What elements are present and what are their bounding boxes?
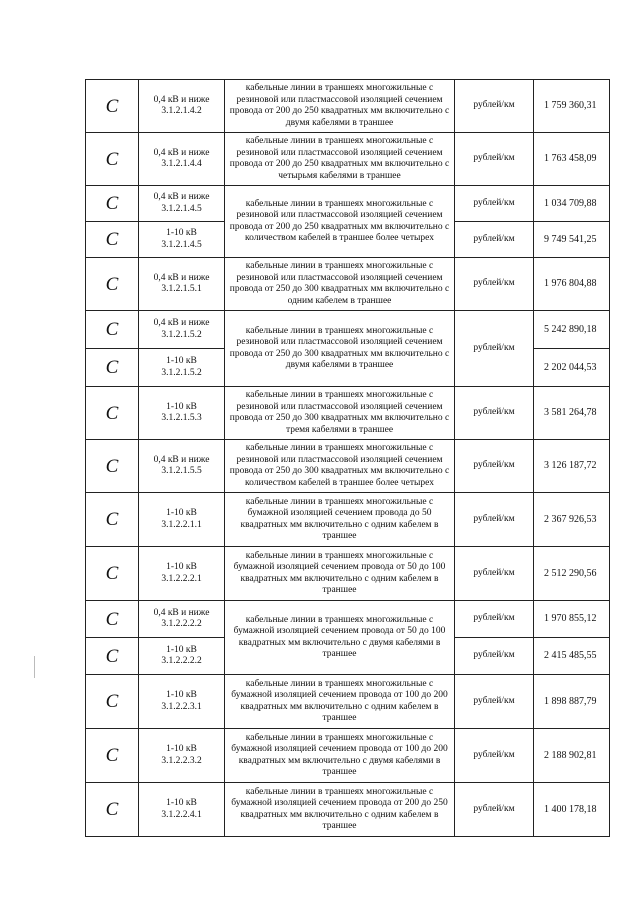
description-line: одним кабелем в траншее: [287, 295, 392, 306]
description-line: кабельные линии в траншеях многожильные с: [245, 198, 434, 209]
rate-symbol: С: [86, 133, 139, 186]
unit-cell: рублей/км: [455, 729, 534, 783]
description-cell: [225, 729, 455, 783]
description-line: кабельные линии в траншеях многожильные с: [245, 550, 434, 561]
description-line: резиновой или пластмассовой изоляцией сечением: [236, 147, 443, 158]
unit-cell: рублей/км: [455, 783, 534, 837]
table-row: [86, 783, 610, 837]
voltage-code-cell: [139, 493, 225, 547]
rate-value: 1 970 855,12: [534, 601, 610, 638]
table-row: [86, 133, 610, 186]
item-code: 3.1.2.2.4.1: [161, 809, 202, 820]
description-line: резиновой или пластмассовой изоляцией сечением: [236, 210, 443, 220]
description-line: траншее: [322, 531, 357, 541]
description-line: кабельные линии в траншеях многожильные с: [245, 390, 434, 400]
unit-cell: рублей/км: [455, 222, 534, 258]
unit-cell: рублей/км: [455, 493, 534, 547]
scan-edge-mark: [34, 656, 35, 678]
description-cell: [225, 493, 455, 547]
voltage-level: 0,4 кВ и ниже: [153, 272, 210, 283]
item-code: 3.1.2.1.4.5: [161, 203, 202, 214]
rate-value: 2 202 044,53: [534, 349, 610, 387]
voltage-level: 0,4 кВ и ниже: [153, 192, 210, 202]
item-code: 3.1.2.2.2.2: [161, 619, 202, 629]
description-line: кабельные линии в траншеях многожильные с: [245, 325, 434, 336]
voltage-code-cell: [139, 258, 225, 311]
table-row: [86, 80, 610, 133]
tariff-table: [85, 79, 610, 837]
voltage-code-cell: [139, 729, 225, 783]
description-line: бумажной изоляцией сечением провода от 50 до 100: [233, 626, 446, 636]
voltage-code-cell: [139, 80, 225, 133]
description-cell: [225, 547, 455, 601]
voltage-code-cell: [139, 311, 225, 349]
rate-value: 2 415 485,55: [534, 638, 610, 675]
unit-cell: рублей/км: [455, 311, 534, 387]
rate-symbol: С: [86, 311, 139, 349]
description-line: кабельные линии в траншеях многожильные с: [245, 614, 434, 625]
description-line: бумажной изоляцией сечением провода от 50 до 100: [233, 562, 446, 572]
item-code: 3.1.2.2.2.2: [161, 656, 202, 666]
item-code: 3.1.2.1.4.4: [161, 159, 202, 169]
unit-cell: рублей/км: [455, 80, 534, 133]
description-line: траншее: [322, 767, 357, 777]
rate-symbol: С: [86, 638, 139, 675]
table-row: [86, 440, 610, 493]
description-line: резиновой или пластмассовой изоляцией сечением: [236, 401, 443, 412]
table-row: [86, 729, 610, 783]
rate-symbol: С: [86, 387, 139, 440]
description-line: четырьмя кабелями в траншее: [278, 170, 401, 181]
description-cell: [225, 80, 455, 133]
item-code: 3.1.2.2.3.1: [161, 701, 202, 712]
voltage-code-cell: [139, 133, 225, 186]
unit-cell: рублей/км: [455, 186, 534, 222]
table-row: [86, 387, 610, 440]
description-line: кабельные линии в траншеях многожильные с: [245, 678, 434, 689]
rate-symbol: С: [86, 80, 139, 133]
table-row: [86, 675, 610, 729]
table-row: [86, 601, 610, 638]
unit-cell: рублей/км: [455, 440, 534, 493]
description-line: провода от 200 до 250 квадратных мм включительно с: [229, 159, 450, 169]
voltage-level: 1-10 кВ: [166, 690, 197, 700]
voltage-level: 0,4 кВ и ниже: [153, 607, 210, 618]
description-line: квадратных мм включительно с двумя кабелями в: [238, 755, 441, 766]
rate-value: 1 034 709,88: [534, 186, 610, 222]
voltage-code-cell: [139, 222, 225, 258]
voltage-level: 0,4 кВ и ниже: [153, 147, 210, 158]
description-line: кабельные линии в траншеях многожильные с: [245, 136, 434, 146]
description-line: резиновой или пластмассовой изоляцией сечением: [236, 454, 443, 465]
item-code: 3.1.2.1.5.3: [161, 413, 202, 423]
rate-value: 9 749 541,25: [534, 222, 610, 258]
description-cell: [225, 675, 455, 729]
description-line: квадратных мм включительно с двумя кабелями в: [238, 637, 441, 648]
voltage-level: 1-10 кВ: [166, 401, 197, 412]
rate-value: 3 581 264,78: [534, 387, 610, 440]
description-line: провода от 200 до 250 квадратных мм включительно с: [229, 106, 450, 116]
description-line: тремя кабелями в траншее: [285, 424, 394, 435]
voltage-code-cell: [139, 440, 225, 493]
rate-value: 2 512 290,56: [534, 547, 610, 601]
rate-symbol: С: [86, 729, 139, 783]
voltage-code-cell: [139, 783, 225, 837]
description-line: двумя кабелями в траншее: [285, 117, 394, 128]
description-line: резиновой или пластмассовой изоляцией сечением: [236, 337, 443, 347]
voltage-level: 0,4 кВ и ниже: [153, 94, 210, 105]
rate-symbol: С: [86, 675, 139, 729]
description-line: провода от 250 до 300 квадратных мм включительно с: [229, 348, 450, 359]
description-line: квадратных мм включительно с одним кабелем в: [240, 519, 439, 530]
description-line: провода от 250 до 300 квадратных мм включительно с: [229, 466, 450, 476]
description-line: бумажной изоляцией сечением провода до 50: [247, 508, 432, 518]
voltage-code-cell: [139, 387, 225, 440]
description-line: количеством кабелей в траншее более четырех: [244, 233, 435, 243]
description-line: провода от 250 до 300 квадратных мм включительно с: [229, 413, 450, 423]
description-line: кабельные линии в траншеях многожильные с: [245, 83, 434, 93]
description-line: квадратных мм включительно с одним кабелем в: [240, 701, 439, 712]
unit-cell: рублей/км: [455, 133, 534, 186]
voltage-level: 1-10 кВ: [166, 356, 197, 366]
unit-cell: рублей/км: [455, 675, 534, 729]
table-row: [86, 547, 610, 601]
rate-symbol: С: [86, 783, 139, 837]
description-line: резиновой или пластмассовой изоляцией сечением: [236, 94, 443, 105]
voltage-level: 1-10 кВ: [166, 508, 197, 518]
description-line: кабельные линии в траншеях многожильные с: [245, 443, 434, 453]
description-line: траншее: [322, 713, 357, 723]
description-cell: [225, 783, 455, 837]
description-line: резиновой или пластмассовой изоляцией сечением: [236, 272, 443, 283]
description-line: траншее: [322, 821, 357, 831]
rate-value: 3 126 187,72: [534, 440, 610, 493]
description-cell: [225, 601, 455, 675]
voltage-level: 1-10 кВ: [166, 798, 197, 808]
description-line: кабельные линии в траншеях многожильные с: [245, 496, 434, 507]
item-code: 3.1.2.1.5.5: [161, 466, 202, 476]
description-line: траншее: [322, 585, 357, 595]
voltage-code-cell: [139, 638, 225, 675]
item-code: 3.1.2.1.4.5: [161, 239, 202, 250]
description-cell: [225, 311, 455, 387]
description-line: квадратных мм включительно с одним кабелем в: [240, 809, 439, 820]
rate-symbol: С: [86, 349, 139, 387]
rate-value: 2 188 902,81: [534, 729, 610, 783]
description-cell: [225, 258, 455, 311]
description-line: траншее: [322, 649, 357, 659]
rate-symbol: С: [86, 601, 139, 638]
item-code: 3.1.2.1.5.2: [161, 367, 202, 378]
table-row: [86, 311, 610, 349]
description-line: провода от 250 до 300 квадратных мм включительно с: [229, 284, 450, 294]
item-code: 3.1.2.1.4.2: [161, 106, 202, 116]
voltage-code-cell: [139, 675, 225, 729]
description-line: бумажной изоляцией сечением провода от 100 до 200: [231, 690, 448, 700]
table-row: [86, 493, 610, 547]
description-line: количеством кабелей в траншее более четырех: [244, 477, 435, 488]
rate-value: 5 242 890,18: [534, 311, 610, 349]
item-code: 3.1.2.2.3.2: [161, 755, 202, 766]
rate-value: 1 763 458,09: [534, 133, 610, 186]
rate-value: 1 400 178,18: [534, 783, 610, 837]
description-line: провода от 200 до 250 квадратных мм включительно с: [229, 221, 450, 232]
table-row: [86, 186, 610, 222]
description-cell: [225, 186, 455, 258]
item-code: 3.1.2.1.5.1: [161, 284, 202, 294]
rate-symbol: С: [86, 186, 139, 222]
rate-symbol: С: [86, 547, 139, 601]
voltage-code-cell: [139, 601, 225, 638]
item-code: 3.1.2.2.1.1: [161, 519, 202, 530]
description-line: бумажной изоляцией сечением провода от 100 до 200: [231, 744, 448, 754]
rate-value: 1 898 887,79: [534, 675, 610, 729]
rate-value: 2 367 926,53: [534, 493, 610, 547]
voltage-level: 1-10 кВ: [166, 644, 197, 655]
description-line: квадратных мм включительно с одним кабелем в: [240, 573, 439, 584]
voltage-level: 1-10 кВ: [166, 228, 197, 238]
description-line: двумя кабелями в траншее: [285, 360, 394, 370]
table-row: [86, 258, 610, 311]
description-line: кабельные линии в траншеях многожильные с: [245, 732, 434, 743]
unit-cell: рублей/км: [455, 258, 534, 311]
item-code: 3.1.2.2.2.1: [161, 573, 202, 584]
description-line: кабельные линии в траншеях многожильные с: [245, 786, 434, 797]
unit-cell: рублей/км: [455, 601, 534, 638]
voltage-code-cell: [139, 349, 225, 387]
rate-symbol: С: [86, 258, 139, 311]
description-cell: [225, 387, 455, 440]
voltage-code-cell: [139, 547, 225, 601]
unit-cell: рублей/км: [455, 387, 534, 440]
description-cell: [225, 440, 455, 493]
rate-value: 1 976 804,88: [534, 258, 610, 311]
rate-symbol: С: [86, 440, 139, 493]
rate-symbol: С: [86, 222, 139, 258]
description-cell: [225, 133, 455, 186]
description-line: кабельные линии в траншеях многожильные с: [245, 261, 434, 271]
voltage-level: 1-10 кВ: [166, 562, 197, 572]
rate-symbol: С: [86, 493, 139, 547]
rate-value: 1 759 360,31: [534, 80, 610, 133]
voltage-level: 1-10 кВ: [166, 744, 197, 754]
description-line: бумажной изоляцией сечением провода от 200 до 250: [231, 798, 448, 808]
item-code: 3.1.2.1.5.2: [161, 329, 202, 340]
unit-cell: рублей/км: [455, 638, 534, 675]
voltage-level: 0,4 кВ и ниже: [153, 318, 210, 328]
voltage-code-cell: [139, 186, 225, 222]
unit-cell: рублей/км: [455, 547, 534, 601]
voltage-level: 0,4 кВ и ниже: [153, 454, 210, 465]
